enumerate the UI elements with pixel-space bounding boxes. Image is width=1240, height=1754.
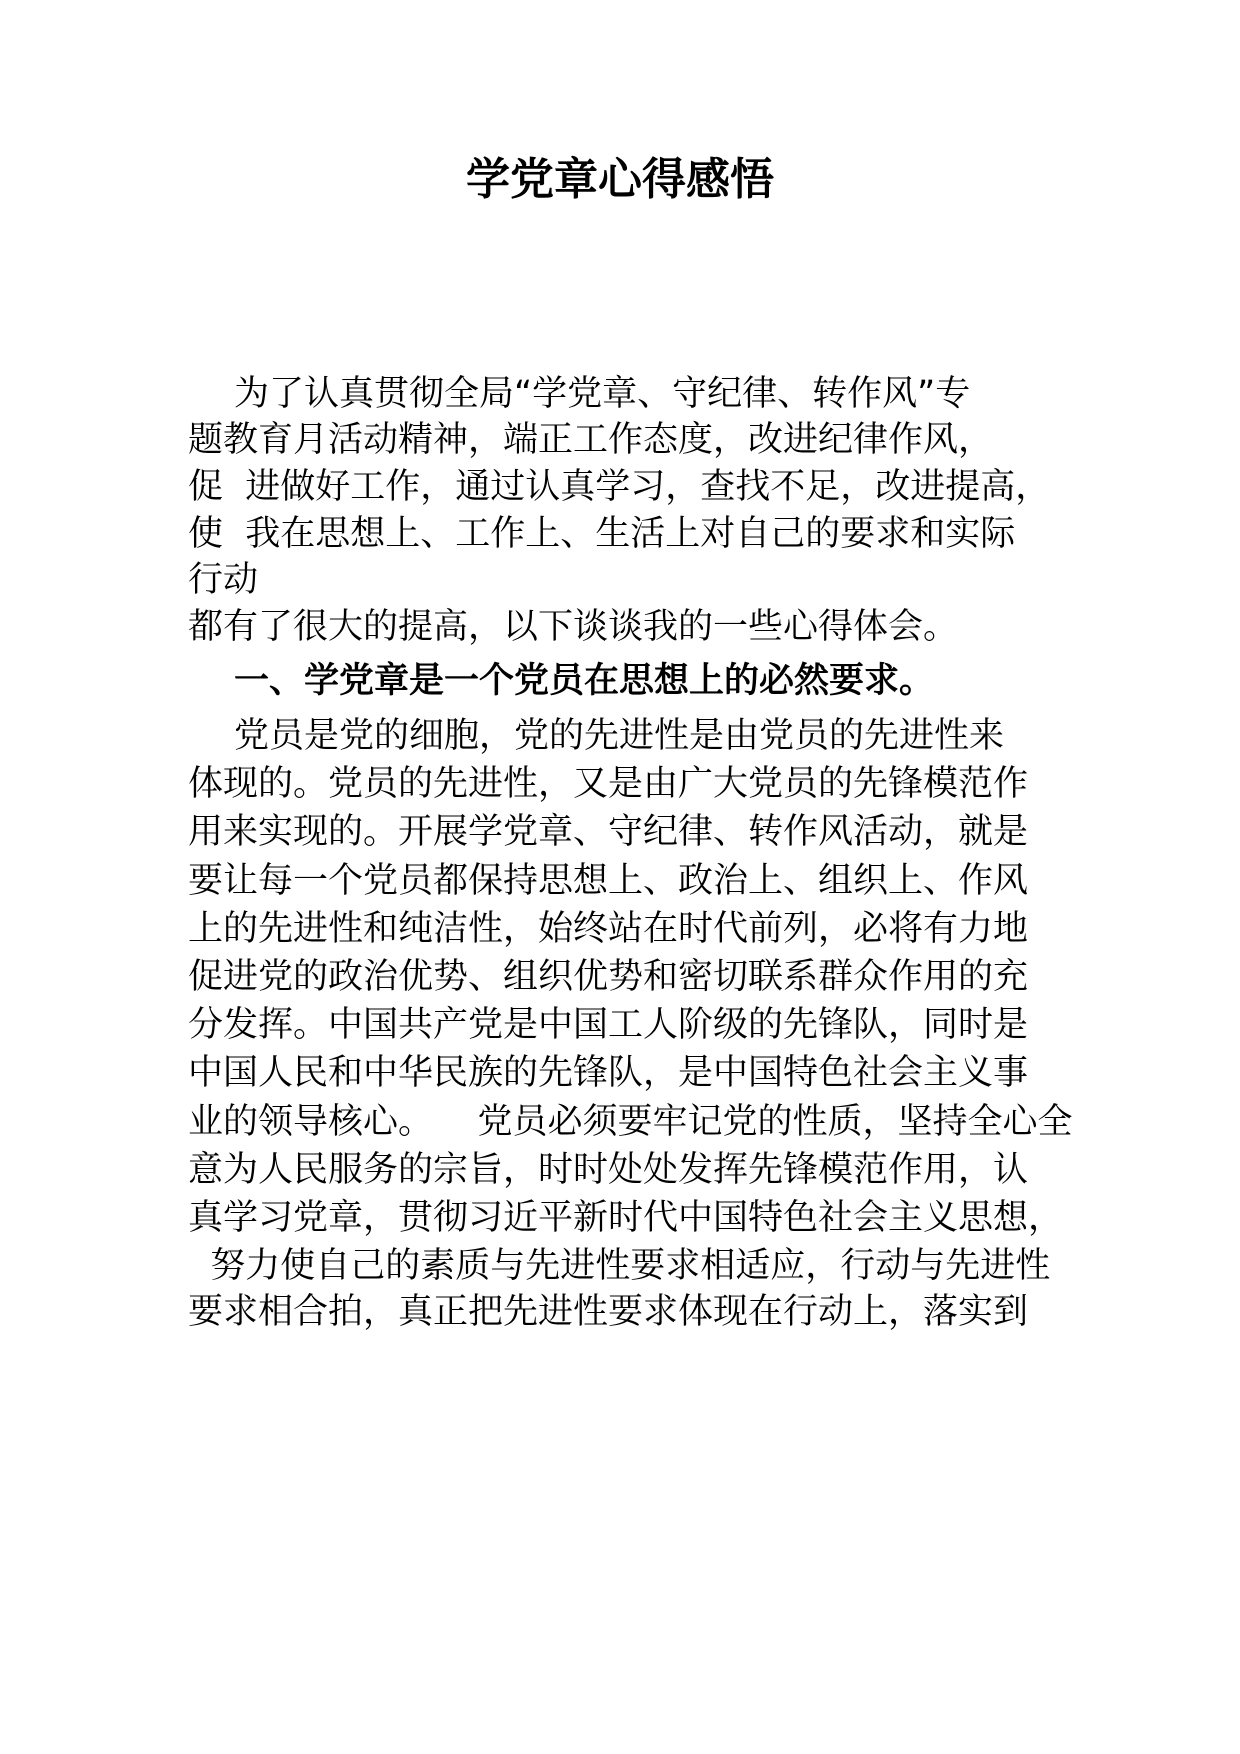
paragraph-line: 业的领导核心。 党员必须要牢记党的性质，坚持全心全 <box>188 1102 1073 1142</box>
paragraph-line: 为了认真贯彻全局“学党章、守纪律、转作风”专 <box>234 374 971 414</box>
paragraph-line: 促 进做好工作，通过认真学习，查找不足，改进提高， <box>188 467 1051 507</box>
paragraph-line: 体现的。党员的先进性，又是由广大党员的先锋模范作 <box>188 764 1029 804</box>
paragraph-line: 要求相合拍，真正把先进性要求体现在行动上，落实到 <box>188 1292 1029 1332</box>
paragraph-line: 要让每一个党员都保持思想上、政治上、组织上、作风 <box>188 861 1029 901</box>
paragraph-line: 中国人民和中华民族的先锋队，是中国特色社会主义事 <box>188 1053 1029 1093</box>
paragraph-line: 上的先进性和纯洁性，始终站在时代前列，必将有力地 <box>188 909 1029 949</box>
paragraph-line: 党员是党的细胞，党的先进性是由党员的先进性来 <box>234 716 1005 756</box>
paragraph-line: 努力使自己的素质与先进性要求相适应，行动与先进性 <box>188 1246 1051 1286</box>
paragraph-line: 使 我在思想上、工作上、生活上对自己的要求和实际 <box>188 514 1016 554</box>
paragraph-line: 都有了很大的提高，以下谈谈我的一些心得体会。 <box>188 607 959 647</box>
section-heading: 一、学党章是一个党员在思想上的必然要求。 <box>234 661 935 701</box>
paragraph-line: 意为人民服务的宗旨，时时处处发挥先锋模范作用，认 <box>188 1150 1029 1190</box>
paragraph-line: 分发挥。中国共产党是中国工人阶级的先锋队，同时是 <box>188 1005 1029 1045</box>
paragraph-line: 题教育月活动精神，端正工作态度，改进纪律作风， <box>188 420 994 460</box>
paragraph-line: 用来实现的。开展学党章、守纪律、转作风活动，就是 <box>188 812 1029 852</box>
document-title: 学党章心得感悟 <box>466 154 774 205</box>
paragraph-line: 促进党的政治优势、组织优势和密切联系群众作用的充 <box>188 957 1029 997</box>
paragraph-line: 行动 <box>188 560 259 600</box>
paragraph-line: 真学习党章，贯彻习近平新时代中国特色社会主义思想， <box>188 1198 1064 1238</box>
